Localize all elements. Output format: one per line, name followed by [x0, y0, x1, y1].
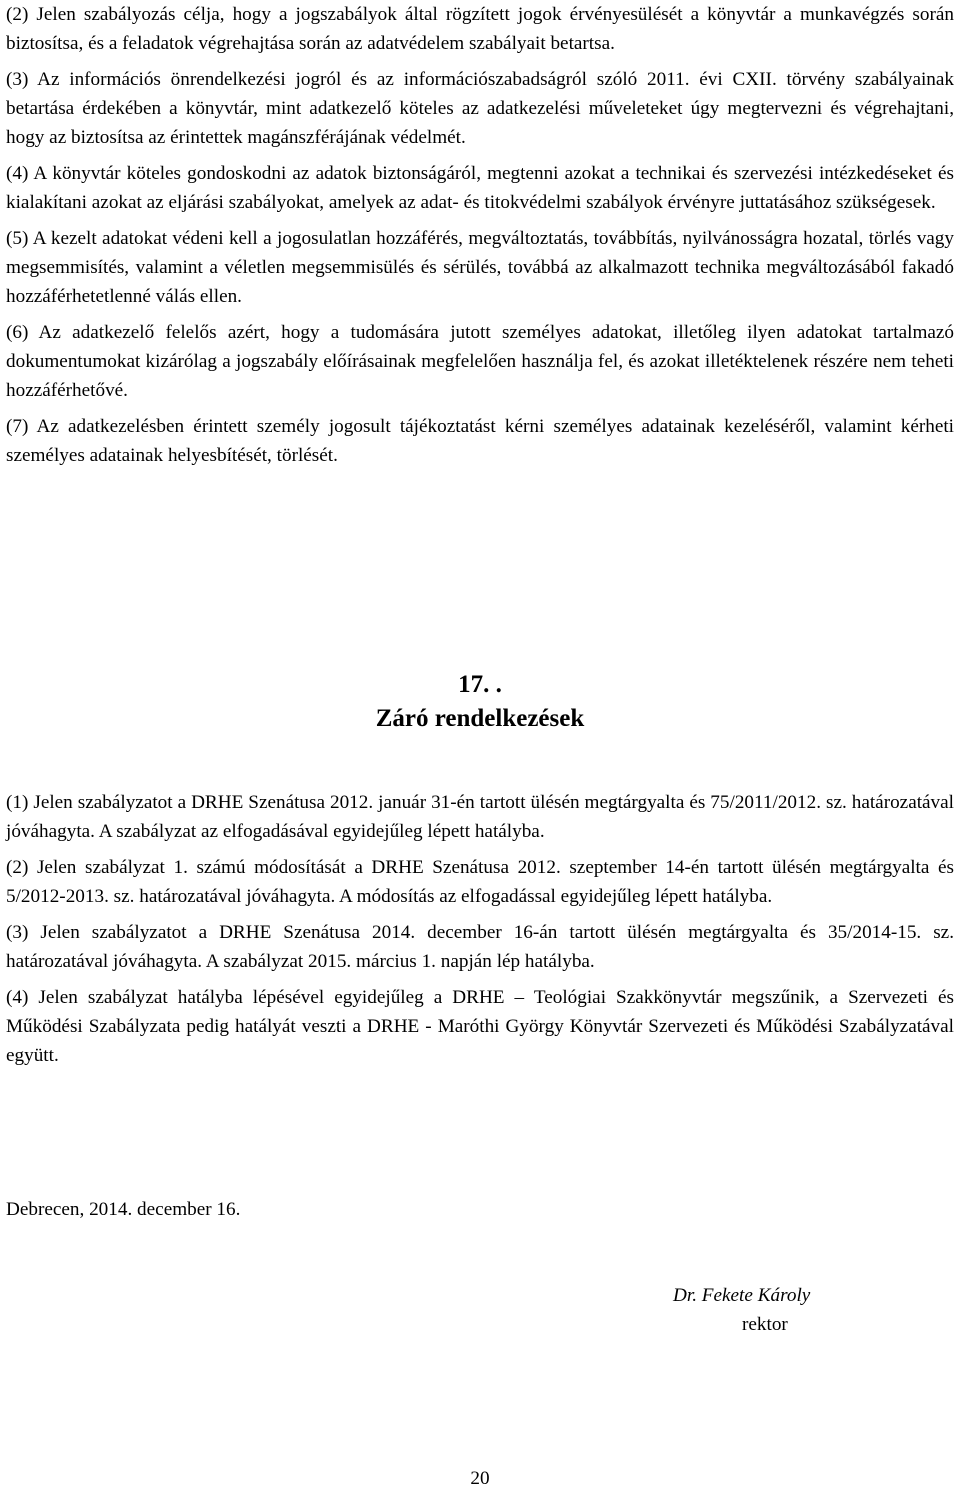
section-number: 17. .	[458, 671, 502, 698]
closing-paragraph-2: (2) Jelen szabályzat 1. számú módosítását a DRHE Szenátusa 2012. szeptember 14-én tartott ülésén megtárgyalta és 5/2012-2013. sz. határozatával jóváhagyta. A módosítás az elfogadással egyidejűleg lépett hatályba.	[6, 857, 954, 907]
signature-name: Dr. Fekete Károly	[673, 1285, 811, 1306]
section-title: Záró rendelkezések	[375, 705, 585, 732]
paragraph-3: (3) Az információs önrendelkezési jogról és az információszabadságról szóló 2011. évi CXII. törvény szabályainak betartása érdekében a könyvtár, mint adatkezelő köteles az adatkezelési műveleteket úgy megtervezni és végrehajtani, hogy az biztosítsa az érintettek magánszférájának védelmét.	[6, 69, 954, 148]
paragraph-7: (7) Az adatkezelésben érintett személy jogosult tájékoztatást kérni személyes adatainak kezeléséről, valamint kérheti személyes adatainak helyesbítését, törlését.	[6, 416, 954, 466]
closing-paragraph-3: (3) Jelen szabályzatot a DRHE Szenátusa 2014. december 16-án tartott ülésén megtárgyalta és 35/2014-15. sz. határozatával jóváhagyta. A szabályzat 2015. március 1. napján lép hatályba.	[6, 922, 954, 972]
paragraph-2: (2) Jelen szabályozás célja, hogy a jogszabályok által rögzített jogok érvényesülését a könyvtár a munkavégzés során biztosítsa, és a feladatok végrehajtása során az adatvédelem szabályait betartsa.	[6, 4, 954, 54]
paragraph-4: (4) A könyvtár köteles gondoskodni az adatok biztonságáról, megtenni azokat a technikai és szervezési intézkedéseket és kialakítani azokat az eljárási szabályokat, amelyek az adat- és titokvédelmi szabályok érvényre juttatásához szükségesek.	[6, 163, 954, 213]
signature-title: rektor	[742, 1314, 788, 1335]
paragraph-block-closing	[6, 788, 954, 1070]
paragraph-5: (5) A kezelt adatokat védeni kell a jogosulatlan hozzáférés, megváltoztatás, továbbítás, nyilvánosságra hozatal, törlés vagy megsemmisítés, valamint a véletlen megsemmisülés és sérülés, továbbá az alkalmazott technika megváltozásából fakadó hozzáférhetetlenné válás ellen.	[6, 228, 954, 307]
closing-paragraph-4: (4) Jelen szabályzat hatályba lépésével egyidejűleg a DRHE – Teológiai Szakkönyvtár megszűnik, a Szervezeti és Működési Szabályzata pedig hatályát veszti a DRHE - Maróthi György Könyvtár Szervezeti és Működési Szabályzatával együtt.	[6, 987, 954, 1066]
place-date: Debrecen, 2014. december 16.	[6, 1199, 241, 1220]
paragraph-block-top	[6, 0, 954, 470]
page-number: 20	[470, 1468, 490, 1489]
closing-paragraph-1: (1) Jelen szabályzatot a DRHE Szenátusa 2012. január 31-én tartott ülésén megtárgyalta és 75/2011/2012. sz. határozatával jóváhagyta. A szabályzat az elfogadásával egyidejűleg lépett hatályba.	[6, 792, 954, 842]
document-page	[6, 0, 954, 1494]
paragraph-6: (6) Az adatkezelő felelős azért, hogy a tudomására jutott személyes adatokat, illetőleg ilyen adatokat tartalmazó dokumentumokat kizárólag a jogszabály előírásainak megfelelően használja fel, és azokat illetéktelenek részére nem teheti hozzáférhetővé.	[6, 322, 954, 401]
